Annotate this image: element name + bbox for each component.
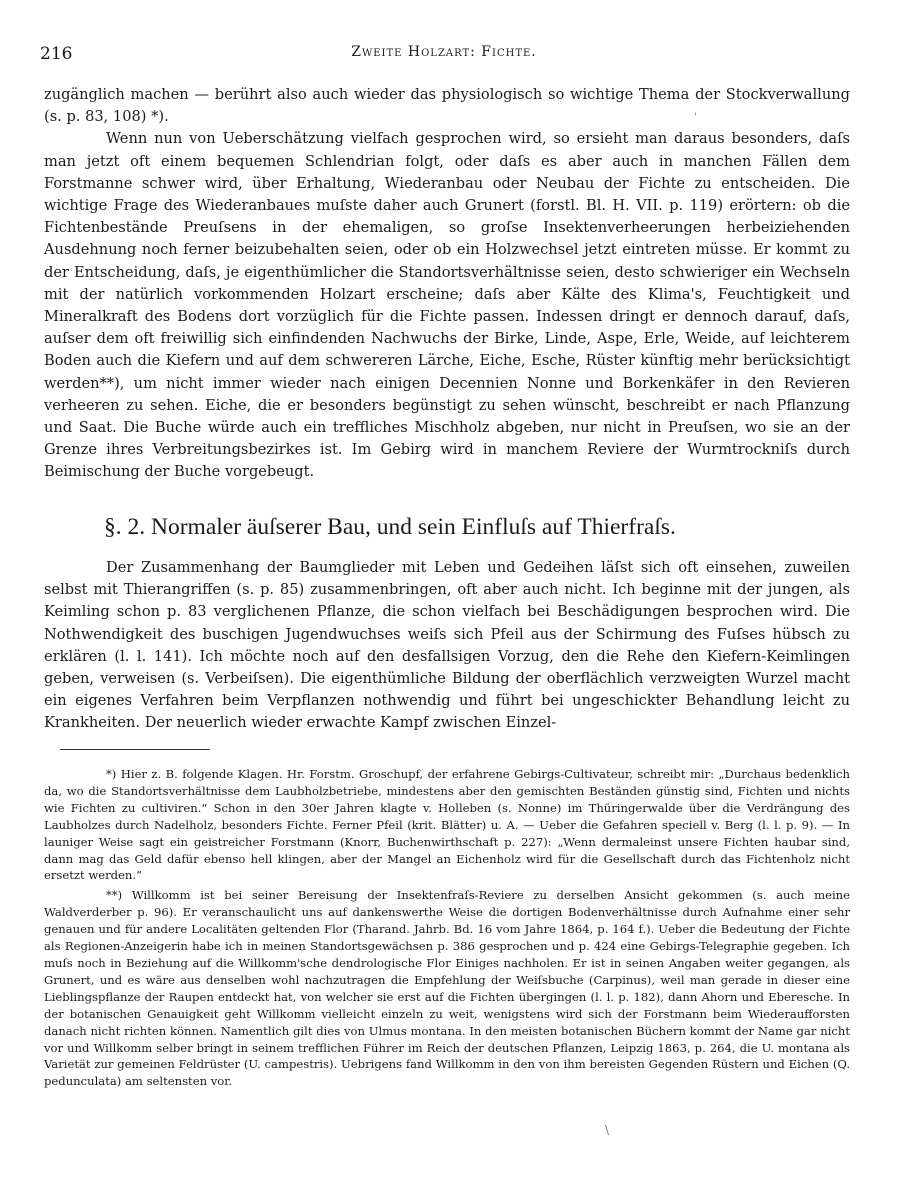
running-head: Zweite Holzart: Fichte.: [351, 44, 537, 60]
footnote-2: **) Willkomm ist bei seiner Bereisung der Insektenfraſs-Reviere zu derselben Ansicht gekommen (s. auch meine Waldverderber p. 96). Er veranschaulicht uns auf dankenswerthe Weise die dortigen Bodenverhältnisse durch Aufnahme einer sehr genauen und für andere Localitäten geltenden Flor (Tharand. Jahrb. Bd. 16 vom Jahre 1864, p. 164 f.). Ueber die Bedeutung der Fichte als Regionen-Anzeigerin habe ich in meinen Standortsgewächsen p. 386 gesprochen und p. 424 eine Gebirgs-Telegraphie gegeben. Ich muſs noch in Beziehung auf die Willkomm'sche dendrologische Flor Einiges nachholen. Er ist in seinen Angaben weiter gegangen, als Grunert, und es wäre aus denselben wohl nachzutragen die Empfehlung der Weiſsbuche (Carpinus), weil man gerade in dieser eine Lieblingspflanze der Raupen entdeckt hat, von welcher sie erst auf die Fichten übergingen (l. l. p. 182), dann Ahorn und Eberesche. In der botanischen Genauigkeit geht Willkomm vielleicht einzeln zu weit, wenigstens wird sich der Forstmann beim Wiederaufforsten danach nicht richten können. Namentlich gilt dies von Ulmus montana. In den meisten botanischen Büchern kommt der Name gar nicht vor und Willkomm selber bringt in seinem trefflichen Führer im Reich der deutschen Pflanzen, Leipzig 1863, p. 264, die U. montana als Varietät zur gemeinen Feldrüster (U. campestris). Uebrigens fand Willkomm in den von ihm bereisten Gegenden Rüstern und Eichen (Q. pedunculata) am seltensten vor.: [44, 888, 850, 1089]
footnotes: [44, 766, 850, 1090]
stray-ink-mark: \: [605, 1123, 610, 1137]
paragraph-continuation: zugänglich machen — berührt also auch wieder das physiologisch so wichtige Thema der Stockverwallung (s. p. 83, 108) *).: [44, 86, 850, 126]
stray-ink-mark-top: ': [694, 112, 697, 123]
page-header: [40, 44, 848, 66]
body-text-block-1: [44, 84, 850, 484]
paragraph-zusammenhang: Der Zusammenhang der Baumglieder mit Leben und Gedeihen läſst sich oft einsehen, zuweilen selbst mit Thierangriffen (s. p. 85) zusammenbringen, oft aber auch nicht. Ich beginne mit der jungen, als Keimling schon p. 83 verglichenen Pflanze, die schon vielfach bei Beschädigungen besprochen wird. Die Nothwendigkeit des buschigen Jugendwuchses weiſs sich Pfeil aus der Schirmung des Fuſses hübsch zu erklären (l. l. 141). Ich möchte noch auf den desfallsigen Vorzug, den die Rehe den Kiefern-Keimlingen geben, verweisen (s. Verbeiſsen). Die eigenthümliche Bildung der oberflächlich verzweigten Wurzel macht ein eigenes Verfahren beim Verpflanzen nothwendig und führt bei ungeschickter Behandlung leicht zu Krankheiten. Der neuerlich wieder erwachte Kampf zwischen Einzel-: [44, 559, 850, 732]
page-number: 216: [40, 44, 73, 64]
paragraph-ueberschaetzung: Wenn nun von Ueberschätzung vielfach gesprochen wird, so ersieht man daraus besonders, daſs man jetzt oft einem bequemen Schlendrian folgt, oder daſs es aber auch in manchen Fällen dem Forstmanne schwer wird, über Erhaltung, Wiederanbau oder Neubau der Fichte zu entscheiden. Die wichtige Frage des Wiederanbaues muſste daher auch Grunert (forstl. Bl. H. VII. p. 119) erörtern: ob die Fichtenbestände Preuſsens in der ehemaligen, so groſse Insektenverheerungen herbeiziehenden Ausdehnung noch ferner beizubehalten seien, oder ob ein Holzwechsel jetzt eintreten müsse. Er kommt zu der Entscheidung, daſs, je eigenthümlicher die Standortsverhältnisse seien, desto schwieriger ein Wechseln mit der natürlich vorkommenden Holzart erscheine; daſs aber Kälte des Klima's, Feuchtigkeit und Mineralkraft des Bodens dort vorzüglich für die Fichte passen. Indessen dringt er dennoch darauf, daſs, auſser dem oft freiwillig sich einfindenden Nachwuchs der Birke, Linde, Aspe, Erle, Weide, auf leichterem Boden auch die Kiefern und auf dem schwereren Lärche, Eiche, Esche, Rüster künftig mehr berücksichtigt werden**), um nicht immer wieder nach einigen Decennien Nonne und Borkenkäfer in den Revieren verheeren zu sehen. Eiche, die er besonders begünstigt zu sehen wünscht, beschreibt er nach Pflanzung und Saat. Die Buche würde auch ein treffliches Mischholz abgeben, nur nicht in Preuſsen, wo sie an der Grenze ihres Verbreitungsbezirkes ist. Im Gebirg wird in manchem Reviere der Wurmtrockniſs durch Beimischung der Buche vorgebeugt.: [44, 130, 850, 481]
section-heading: §. 2. Normaler äuſserer Bau, und sein Einfluſs auf Thierfraſs.: [104, 514, 676, 540]
body-text-block-2: [44, 557, 850, 735]
footnote-1: *) Hier z. B. folgende Klagen. Hr. Forstm. Groschupf, der erfahrene Gebirgs-Cultivateur, schreibt mir: „Durchaus bedenklich da, wo die Standortsverhältnisse dem Laubholzbetriebe, mindestens aber den gemischten Beständen günstig sind, Fichten und nichts wie Fichten zu cultiviren.“ Schon in den 30er Jahren klagte v. Holleben (s. Nonne) im Thüringerwalde über die Verdrängung des Laubholzes durch Nadelholz, besonders Fichte. Ferner Pfeil (krit. Blätter) u. A. — Ueber die Gefahren speciell v. Berg (l. l. p. 9). — In launiger Weise sagt ein geistreicher Forstmann (Knorr, Buchenwirthschaft p. 227): „Wenn dermaleinst unsere Fichten haubar sind, dann mag das Geld dafür ebenso hell klingen, aber der Mangel an Eichenholz wird für die Gesellschaft durch das Fichtenholz nicht ersetzt werden.“: [44, 767, 850, 883]
footnote-divider: [60, 749, 210, 750]
